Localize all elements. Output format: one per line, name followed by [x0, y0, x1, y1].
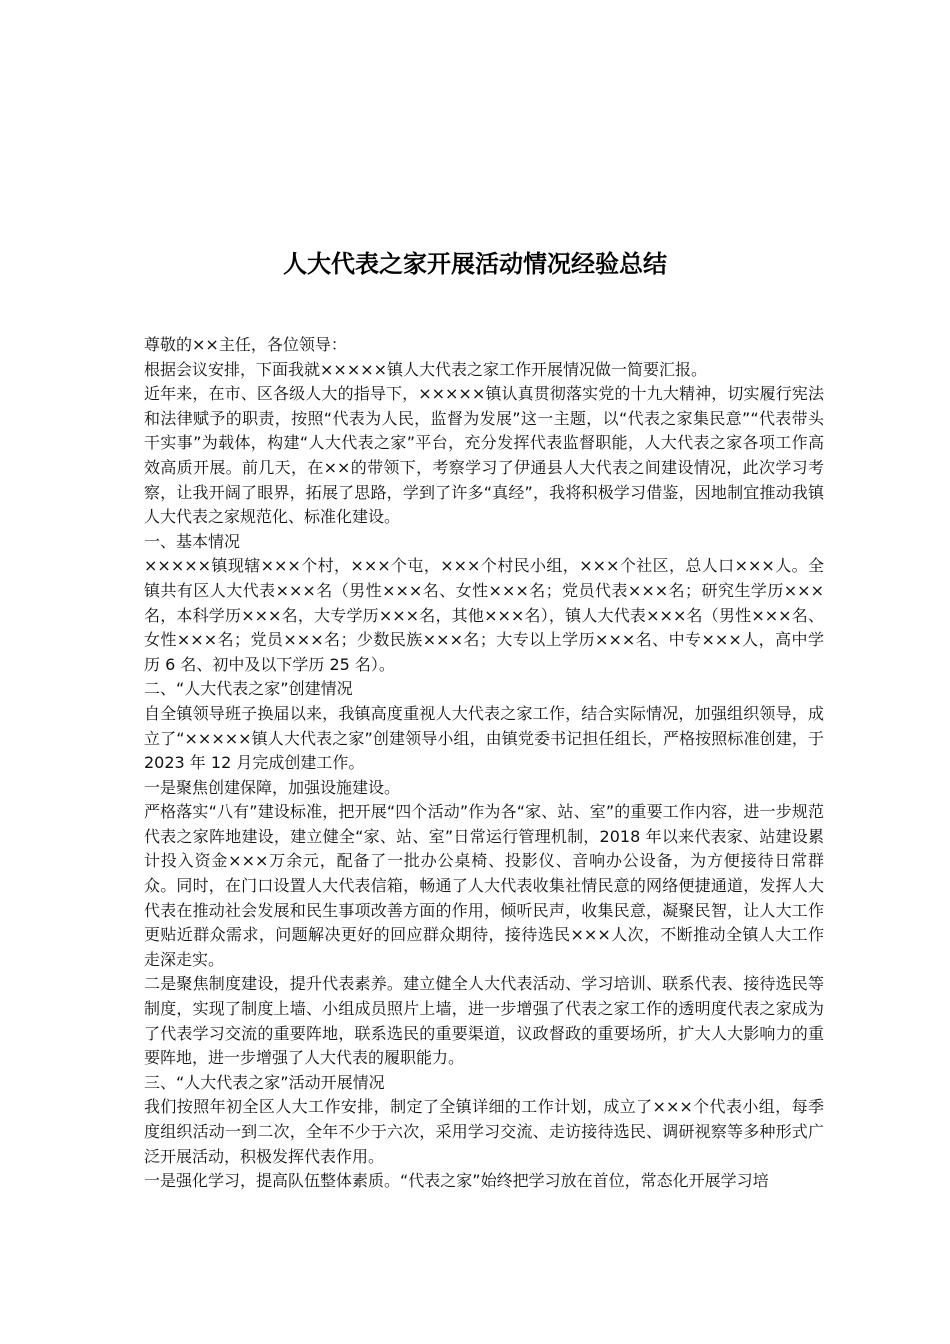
paragraph: 我们按照年初全区人大工作安排，制定了全镇详细的工作计划，成立了×××个代表小组，每季度组织活动一到二次，全年不少于六次，采用学习交流、走访接待选民、调研视察等多种形式广泛开展活动，积极发挥代表作用。	[144, 1097, 824, 1166]
paragraph: ×××××镇现辖×××个村，×××个屯，×××个村民小组，×××个社区，总人口×××人。全镇共有区人大代表×××名（男性×××名、女性×××名；党员代表×××名；研究生学历×××名，本科学历×××名，大专学历×××名，其他×××名），镇人大代表×××名（男性×××名、女性×××名；党员×××名；少数民族×××名；大专以上学历×××名、中专×××人，高中学历 6 名、初中及以下学历 25 名）。	[144, 556, 824, 674]
paragraph: 近年来，在市、区各级人大的指导下，×××××镇认真贯彻落实党的十九大精神，切实履行宪法和法律赋予的职责，按照“代表为人民，监督为发展”这一主题，以“代表之家集民意”“代表带头干实事”为载体，构建“人大代表之家”平台，充分发挥代表监督职能，人大代表之家各项工作高效高质开展。前几天，在××的带领下，考察学习了伊通县人大代表之间建设情况，此次学习考察，让我开阔了眼界，拓展了思路，学到了许多“真经”，我将积极学习借鉴，因地制宜推动我镇人大代表之家规范化、标准化建设。	[144, 384, 824, 527]
subsection-heading: 一是聚焦创建保障，加强设施建设。	[144, 777, 401, 797]
paragraph: 严格落实“八有”建设标准，把开展“四个活动”作为各“家、站、室”的重要工作内容，进一步规范代表之家阵地建设，建立健全“家、站、室”日常运行管理机制，2018 年以来代表家、站建设累计投入资金×××万余元，配备了一批办公桌椅、投影仪、音响办公设备，为方便接待日常群众。同时，在门口设置人大代表信箱，畅通了人大代表收集社情民意的网络便捷通道，发挥人大代表在推动社会发展和民生事项改善方面的作用，倾听民声，收集民意，凝聚民智，让人大工作更贴近群众需求，问题解决更好的回应群众期待，接待选民×××人次，不断推动全镇人大工作走深走实。	[144, 802, 824, 969]
section-heading: 二、“人大代表之家”创建情况	[144, 679, 353, 699]
section-heading: 三、“人大代表之家”活动开展情况	[144, 1072, 385, 1092]
paragraph: 一是强化学习，提高队伍整体素质。“代表之家”始终把学习放在首位，常态化开展学习培	[144, 1171, 769, 1191]
section-heading: 一、基本情况	[144, 531, 241, 551]
document-title: 人大代表之家开展活动情况经验总结	[283, 250, 667, 278]
paragraph: 根据会议安排，下面我就×××××镇人大代表之家工作开展情况做一简要汇报。	[144, 359, 708, 379]
salutation: 尊敬的××主任，各位领导：	[144, 335, 347, 354]
paragraph: 二是聚焦制度建设，提升代表素养。建立健全人大代表活动、学习培训、联系代表、接待选民等制度，实现了制度上墙、小组成员照片上墙，进一步增强了代表之家工作的透明度代表之家成为了代表学习交流的重要阵地，联系选民的重要渠道，议政督政的重要场所，扩大人大影响力的重要阵地，进一步增强了人大代表的履职能力。	[144, 974, 824, 1068]
document-body	[144, 333, 824, 1194]
paragraph: 自全镇领导班子换届以来，我镇高度重视人大代表之家工作，结合实际情况，加强组织领导，成立了“×××××镇人大代表之家”创建领导小组，由镇党委书记担任组长，严格按照标准创建，于 2023 年 12 月完成创建工作。	[144, 703, 824, 773]
